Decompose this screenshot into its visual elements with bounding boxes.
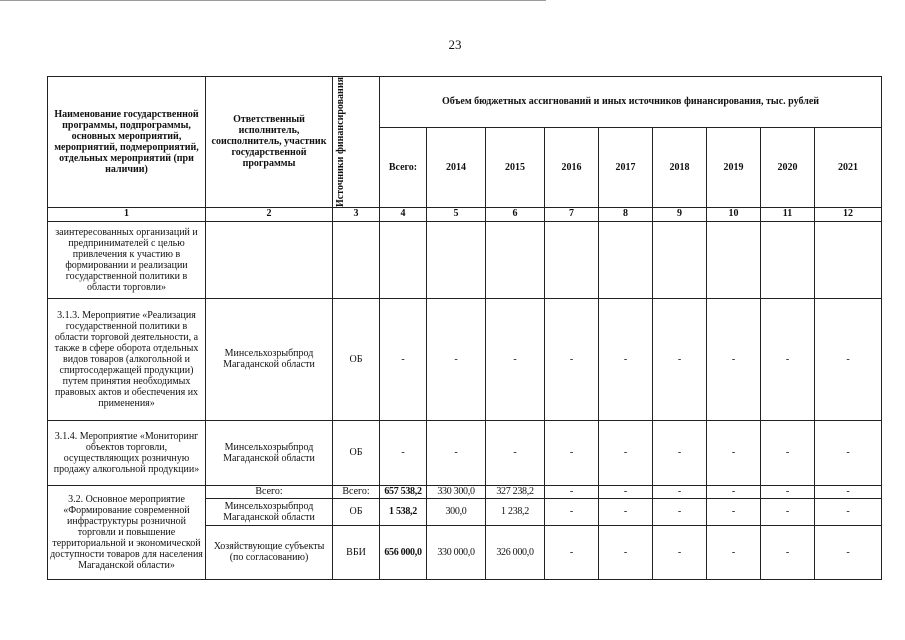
table-row: [48, 298, 882, 420]
col-number: 7: [545, 207, 599, 221]
empty-cell: [333, 221, 380, 298]
column-numbers-row: [48, 207, 882, 221]
header-volume: Объем бюджетных ассигнований и иных источников финансирования, тыс. рублей: [380, 77, 882, 128]
header-year: 2017: [599, 127, 653, 207]
value-cell: -: [815, 525, 882, 579]
row-source: ОБ: [333, 298, 380, 420]
row-source: ОБ: [333, 420, 380, 485]
row-executor: Всего:: [206, 485, 333, 498]
value-cell: 330 000,0: [427, 525, 486, 579]
col-number: 12: [815, 207, 882, 221]
value-cell: -: [815, 498, 882, 525]
col-number: 9: [653, 207, 707, 221]
header-name: Наименование государственной программы, подпрограммы, основных мероприятий, мероприятий, подмероприятий, отдельных мероприятий (при наличии): [48, 77, 206, 208]
col-number: 10: [707, 207, 761, 221]
value-cell: -: [427, 298, 486, 420]
col-number: 3: [333, 207, 380, 221]
value-cell: -: [545, 420, 599, 485]
value-cell: -: [815, 420, 882, 485]
row-executor: Минсельхозрыбпрод Магаданской области: [206, 498, 333, 525]
header-year: 2014: [427, 127, 486, 207]
value-cell: -: [653, 525, 707, 579]
value-cell: -: [599, 485, 653, 498]
row-name: 3.1.4. Мероприятие «Мониторинг объектов торговли, осуществляющих розничную продажу алкогольной продукции»: [48, 420, 206, 485]
empty-cell: [545, 221, 599, 298]
row-name: 3.2. Основное мероприятие «Формирование современной инфраструктуры розничной торговли и повышение территориальной и экономической доступности товаров для населения Магаданской области»: [48, 485, 206, 579]
row-executor: Минсельхозрыбпрод Магаданской области: [206, 298, 333, 420]
value-cell: 1 238,2: [486, 498, 545, 525]
row-source: Всего:: [333, 485, 380, 498]
header-year: 2018: [653, 127, 707, 207]
table-row: [48, 485, 882, 498]
value-cell: -: [545, 498, 599, 525]
value-cell: -: [427, 420, 486, 485]
row-executor: Минсельхозрыбпрод Магаданской области: [206, 420, 333, 485]
empty-cell: [427, 221, 486, 298]
header-year: 2021: [815, 127, 882, 207]
value-cell: -: [707, 485, 761, 498]
value-cell: -: [707, 525, 761, 579]
header-year: 2016: [545, 127, 599, 207]
value-cell: -: [761, 498, 815, 525]
col-number: 8: [599, 207, 653, 221]
empty-cell: [486, 221, 545, 298]
value-cell: -: [761, 298, 815, 420]
value-cell: 656 000,0: [380, 525, 427, 579]
empty-cell: [599, 221, 653, 298]
empty-cell: [761, 221, 815, 298]
table-row: [48, 221, 882, 298]
empty-cell: [815, 221, 882, 298]
value-cell: 657 538,2: [380, 485, 427, 498]
empty-cell: [653, 221, 707, 298]
value-cell: -: [599, 525, 653, 579]
col-number: 11: [761, 207, 815, 221]
top-rule: [0, 0, 546, 1]
header-sources: [333, 77, 380, 208]
value-cell: -: [486, 420, 545, 485]
value-cell: -: [653, 498, 707, 525]
header-year: 2019: [707, 127, 761, 207]
financing-table: [47, 76, 882, 580]
value-cell: 326 000,0: [486, 525, 545, 579]
header-year: 2020: [761, 127, 815, 207]
empty-cell: [380, 221, 427, 298]
value-cell: -: [653, 420, 707, 485]
col-number: 1: [48, 207, 206, 221]
empty-cell: [206, 221, 333, 298]
value-cell: -: [380, 420, 427, 485]
value-cell: 1 538,2: [380, 498, 427, 525]
col-number: 6: [486, 207, 545, 221]
value-cell: -: [653, 485, 707, 498]
row-name: 3.1.3. Мероприятие «Реализация государственной политики в области торговой деятельности, а также в сфере оборота отдельных видов товаров (алкогольной и спиртосодержащей продукции) путем принятия необходимых правовых актов и обеспечения их применения»: [48, 298, 206, 420]
table-row: [48, 420, 882, 485]
header-row-1: [48, 77, 882, 128]
value-cell: 330 300,0: [427, 485, 486, 498]
value-cell: 327 238,2: [486, 485, 545, 498]
header-sources-text: Источники финансирования: [335, 77, 346, 207]
value-cell: -: [599, 420, 653, 485]
empty-cell: [707, 221, 761, 298]
row-source: ВБИ: [333, 525, 380, 579]
value-cell: -: [653, 298, 707, 420]
row-executor: Хозяйствующие субъекты (по согласованию): [206, 525, 333, 579]
value-cell: -: [761, 525, 815, 579]
value-cell: -: [380, 298, 427, 420]
row-name: заинтересованных организаций и предпринимателей с целью привлечения к участию в формировании и реализации государственной политики в области торговли»: [48, 221, 206, 298]
value-cell: -: [599, 498, 653, 525]
value-cell: -: [599, 298, 653, 420]
value-cell: -: [761, 485, 815, 498]
col-number: 5: [427, 207, 486, 221]
value-cell: -: [545, 485, 599, 498]
col-number: 2: [206, 207, 333, 221]
value-cell: -: [545, 525, 599, 579]
value-cell: -: [815, 298, 882, 420]
value-cell: -: [761, 420, 815, 485]
value-cell: -: [545, 298, 599, 420]
value-cell: -: [815, 485, 882, 498]
value-cell: -: [707, 420, 761, 485]
value-cell: -: [707, 298, 761, 420]
value-cell: -: [486, 298, 545, 420]
value-cell: -: [707, 498, 761, 525]
header-executor: Ответственный исполнитель, соисполнитель, участник государственной программы: [206, 77, 333, 208]
value-cell: 300,0: [427, 498, 486, 525]
header-total: Всего:: [380, 127, 427, 207]
col-number: 4: [380, 207, 427, 221]
page-number: 23: [448, 37, 462, 52]
header-year: 2015: [486, 127, 545, 207]
row-source: ОБ: [333, 498, 380, 525]
